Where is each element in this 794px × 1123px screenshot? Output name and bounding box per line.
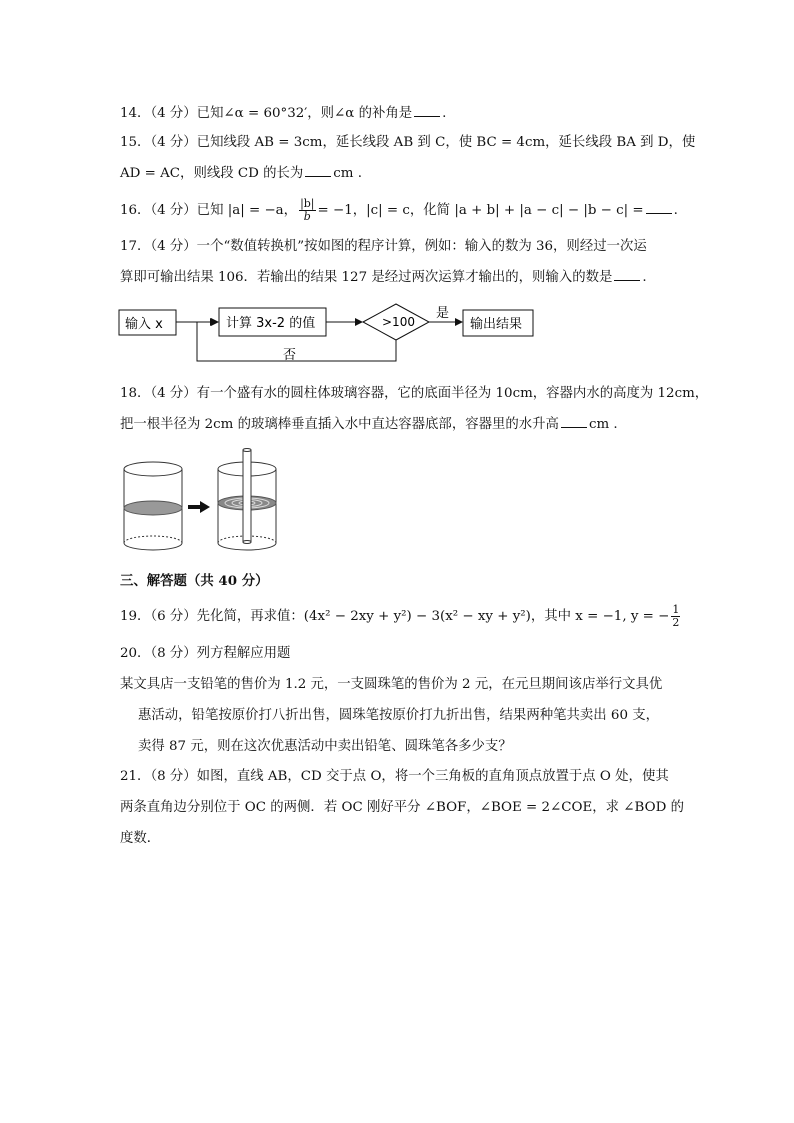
flowchart-diagram <box>110 298 550 370</box>
flow-yes-label: 是 <box>436 306 450 321</box>
question-19: 19．（6 分）先化简，再求值：(4x² − 2xy + y²) − 3(x² − xy + y²)，其中 x = −1, y = − $\frac{1}{2}$ <box>120 603 680 629</box>
cylinder-figure <box>118 448 288 560</box>
question-15-line1: 15．（4 分）已知线段 AB = 3cm，延长线段 AB 到 C，使 BC = 4cm，延长线段 BA 到 D，使 <box>120 135 696 150</box>
flow-output-label: 输出结果 <box>470 317 523 332</box>
answer-blank <box>614 267 640 281</box>
fraction: $\frac{|b|}{b}$ <box>300 197 315 223</box>
flow-input-label: 输入 x <box>125 317 163 332</box>
question-20-line3: 卖得 87 元，则在这次优惠活动中卖出铅笔、圆珠笔各多少支？ <box>138 739 512 754</box>
q14-text: 14．（4 分）已知∠α = 60°32′，则∠α 的补角是 <box>120 106 413 121</box>
question-16: 16．（4 分）已知 |a| = −a， $\frac{|b|}{b}$ = −1，|c| = c，化简 |a + b| + |a − c| − |b − c| = . <box>120 197 678 223</box>
question-18-line2: 把一根半径为 2cm 的玻璃棒垂直插入水中直达容器底部，容器里的水升高 cm . <box>120 414 618 435</box>
question-17-line1: 17．（4 分）一个“数值转换机”按如图的程序计算，例如：输入的数为 36，则经过一次运 <box>120 239 647 254</box>
question-18-line1: 18．（4 分）有一个盛有水的圆柱体玻璃容器，它的底面半径为 10cm，容器内水的高度为 12cm， <box>120 386 709 401</box>
cylinder-before <box>124 462 182 550</box>
answer-blank <box>305 163 331 177</box>
question-21-line1: 21．（8 分）如图，直线 AB，CD 交于点 O，将一个三角板的直角顶点放置于点 O 处，使其 <box>120 769 669 784</box>
question-20-line1: 某文具店一支铅笔的售价为 1.2 元，一支圆珠笔的售价为 2 元，在元旦期间该店举行文具优 <box>120 677 663 692</box>
question-20-line2: 惠活动，铅笔按原价打八折出售，圆珠笔按原价打九折出售，结果两种笔共卖出 60 支， <box>138 708 660 723</box>
flow-no-label: 否 <box>283 348 297 363</box>
flow-compute-label: 计算 3x-2 的值 <box>226 316 316 331</box>
question-20-title: 20．（8 分）列方程解应用题 <box>120 646 291 661</box>
glass-rod <box>243 450 251 542</box>
question-21-line3: 度数． <box>120 831 161 846</box>
question-14: 14．（4 分）已知∠α = 60°32′，则∠α 的补角是 . <box>120 103 446 124</box>
flow-condition-label: >100 <box>382 315 415 329</box>
question-21-line2: 两条直角边分别位于 OC 的两侧．若 OC 刚好平分 ∠BOF，∠BOE = 2∠COE，求 ∠BOD 的 <box>120 800 684 815</box>
right-arrow-icon <box>188 501 210 513</box>
question-17-line2: 算即可输出结果 106．若输出的结果 127 是经过两次运算才输出的，则输入的数是 . <box>120 267 647 288</box>
answer-blank <box>646 200 672 214</box>
cylinder-after <box>218 449 276 551</box>
fraction: $\frac{1}{2}$ <box>672 603 680 629</box>
answer-blank <box>414 103 440 117</box>
section-heading: 三、解答题（共 40 分） <box>120 573 269 589</box>
question-15-line2: AD = AC，则线段 CD 的长为 cm . <box>120 163 362 184</box>
answer-blank <box>561 414 587 428</box>
